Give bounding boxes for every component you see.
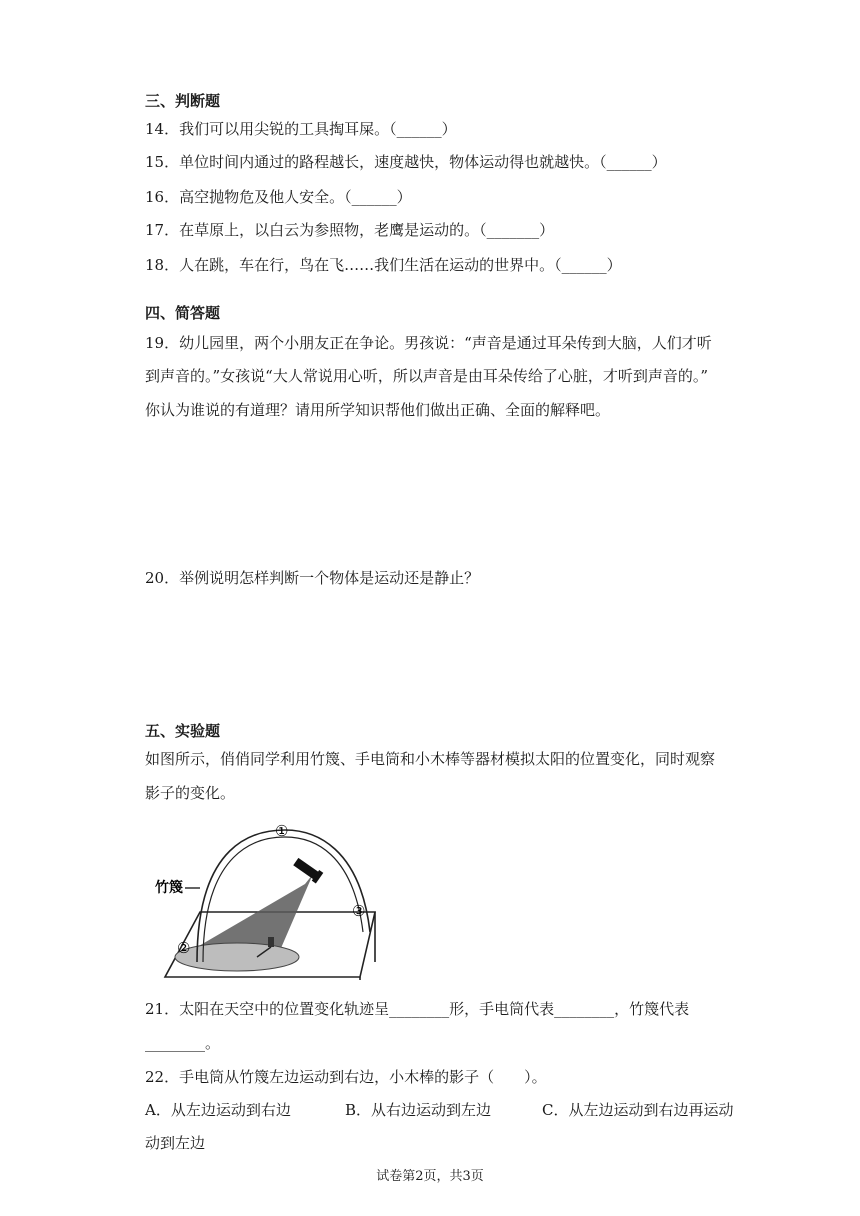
question-19-line-3: 你认为谁说的有道理？请用所学知识帮他们做出正确、全面的解释吧。 bbox=[145, 401, 611, 419]
mark-2: ② bbox=[177, 939, 191, 957]
question-22-option-b: B．从右边运动到左边 bbox=[345, 1101, 492, 1119]
question-22-option-c-cont: 动到左边 bbox=[145, 1134, 206, 1152]
question-21-line-1: 21．太阳在天空中的位置变化轨迹呈________形，手电筒代表________，竹篾代表 bbox=[145, 1000, 690, 1018]
question-18: 18．人在跳，车在行，鸟在飞……我们生活在运动的世界中。（______） bbox=[145, 256, 622, 274]
question-19-line-1: 19．幼儿园里，两个小朋友正在争论。男孩说：“声音是通过耳朵传到大脑，人们才听 bbox=[145, 334, 712, 352]
section-title-judgement: 三、判断题 bbox=[145, 92, 221, 110]
question-15: 15．单位时间内通过的路程越长，速度越快，物体运动得也就越快。（______） bbox=[145, 153, 667, 171]
question-14: 14．我们可以用尖锐的工具掏耳屎。（______） bbox=[145, 120, 457, 138]
wooden-stick bbox=[268, 937, 274, 947]
question-21-line-2: ________。 bbox=[145, 1034, 221, 1052]
mark-1: ① bbox=[275, 822, 289, 840]
experiment-figure bbox=[145, 812, 395, 982]
experiment-intro-line-1: 如图所示，俏俏同学利用竹篾、手电筒和小木棒等器材模拟太阳的位置变化，同时观察 bbox=[145, 750, 716, 768]
question-22-stem: 22．手电筒从竹篾左边运动到右边，小木棒的影子（ ）。 bbox=[145, 1068, 547, 1086]
mark-3: ③ bbox=[352, 902, 366, 920]
experiment-intro-line-2: 影子的变化。 bbox=[145, 784, 236, 802]
question-20: 20．举例说明怎样判断一个物体是运动还是静止？ bbox=[145, 569, 480, 587]
section-title-short-answer: 四、简答题 bbox=[145, 304, 221, 322]
question-22-option-a: A．从左边运动到右边 bbox=[145, 1101, 291, 1119]
question-22-option-c: C．从左边运动到右边再运动 bbox=[542, 1101, 734, 1119]
bamboo-label: 竹篾 bbox=[155, 880, 183, 896]
section-title-experiment: 五、实验题 bbox=[145, 722, 221, 740]
page-footer: 试卷第2页，共3页 bbox=[376, 1169, 484, 1184]
light-spot bbox=[175, 943, 299, 971]
question-19-line-2: 到声音的。”女孩说“大人常说用心听，所以声音是由耳朵传给了心脏，才听到声音的。” bbox=[145, 367, 709, 385]
flashlight-icon bbox=[292, 856, 323, 883]
question-17: 17．在草原上，以白云为参照物，老鹰是运动的。（_______） bbox=[145, 221, 555, 239]
question-16: 16．高空抛物危及他人安全。（______） bbox=[145, 188, 412, 206]
